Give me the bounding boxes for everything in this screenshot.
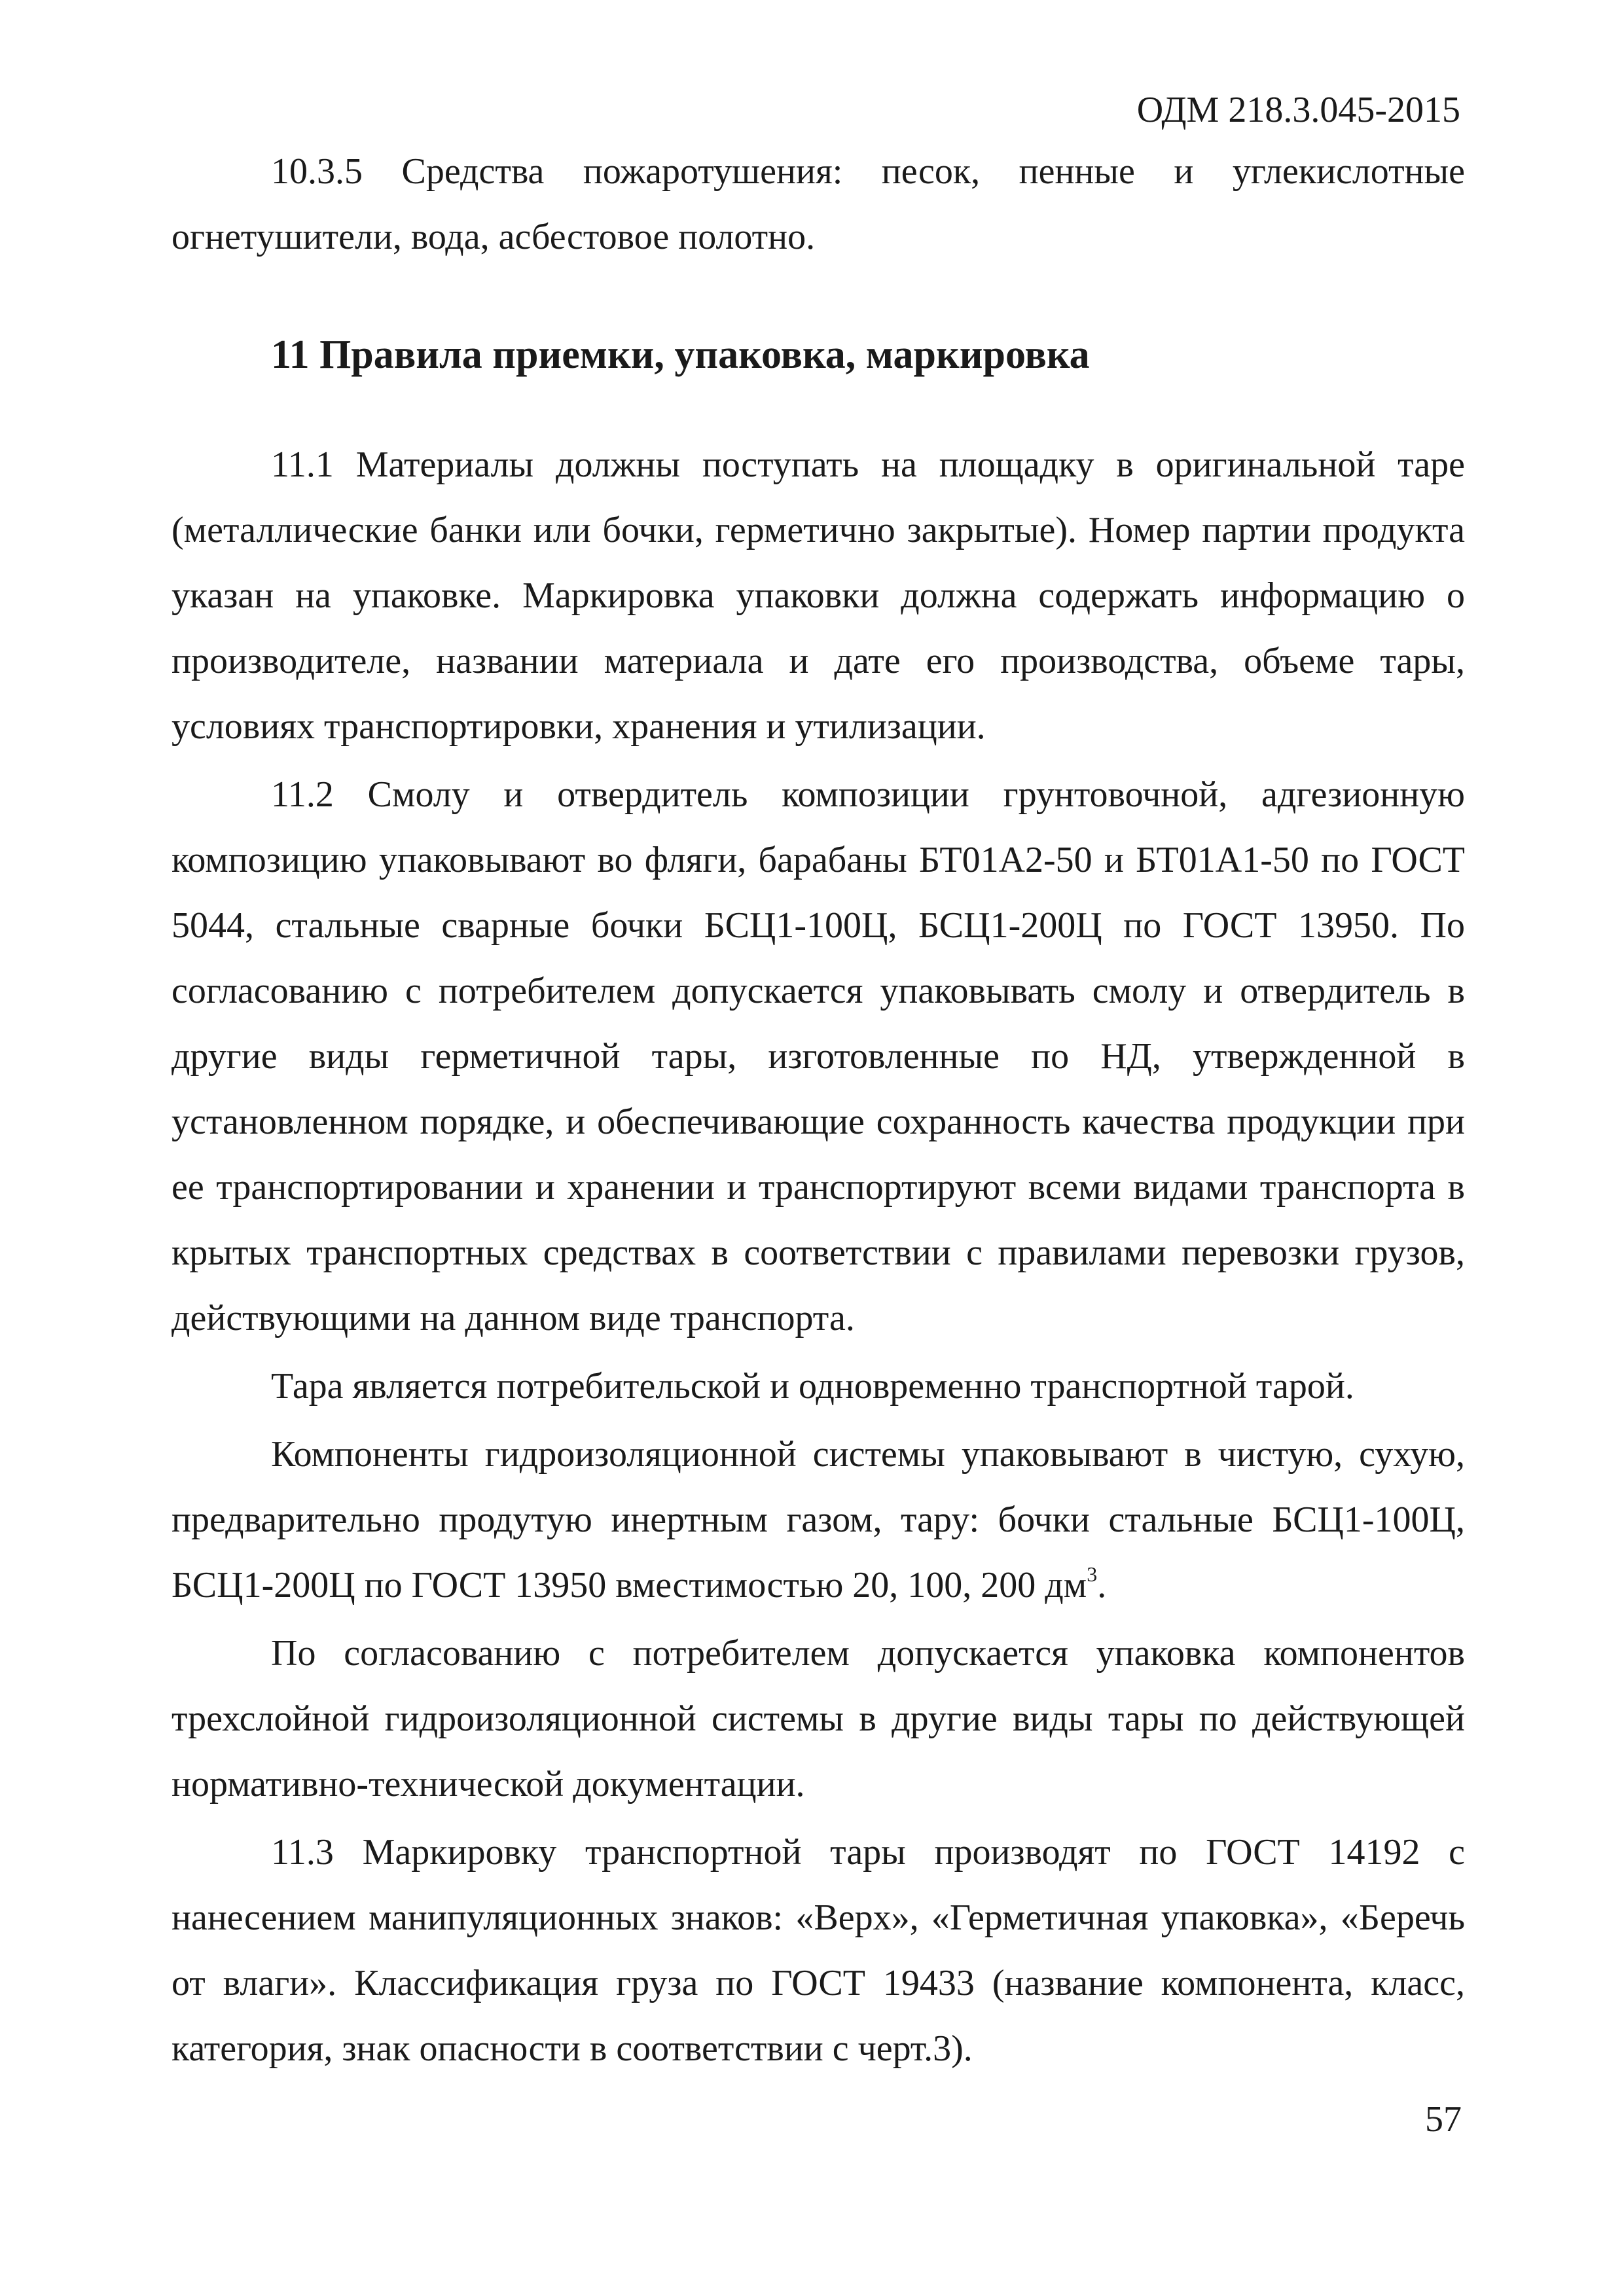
paragraph-11-2: 11.2 Смолу и отвердитель композиции грунтовочной, адгезионную композицию упаковывают во фляги, барабаны БТ01А2-50 и БТ01А1-50 по ГОСТ 5044, стальные сварные бочки БСЦ1-100Ц, БСЦ1-200Ц по ГОСТ 13950. По согласованию с потребителем допускается упаковывать смолу и отвердитель в другие виды герметичной тары, изготовленные по НД, утвержденной в установленном порядке, и обеспечивающие сохранность качества продукции при ее транспортировании и хранении и транспортируют всеми видами транспорта в крытых транспортных средствах в соответствии с правилами перевозки грузов, действующими на данном виде транспорта. xyxy=(171,774,1465,1338)
page-number: 57 xyxy=(1425,2099,1462,2140)
document-body xyxy=(171,139,1465,2081)
superscript-cubic: 3 xyxy=(1087,1562,1098,1586)
paragraph-10-3-5: 10.3.5 Средства пожаротушения: песок, пенные и углекислотные огнетушители, вода, асбестовое полотно. xyxy=(171,151,1465,257)
paragraph-components-end: . xyxy=(1097,1565,1107,1605)
document-code: ОДМ 218.3.045-2015 xyxy=(1136,90,1460,130)
paragraph-11-3: 11.3 Маркировку транспортной тары производят по ГОСТ 14192 с нанесением манипуляционных знаков: «Верх», «Герметичная упаковка», «Беречь от влаги». Классификация груза по ГОСТ 19433 (название компонента, класс, категория, знак опасности в соответствии с черт.3). xyxy=(171,1832,1465,2069)
paragraph-components-text: Компоненты гидроизоляционной системы упаковывают в чистую, сухую, предварительно продутую инертным газом, тару: бочки стальные БСЦ1-100Ц, БСЦ1-200Ц по ГОСТ 13950 вместимостью 20, 100, 200 дм xyxy=(171,1434,1465,1605)
paragraph-tara: Тара является потребительской и одновременно транспортной тарой. xyxy=(271,1366,1354,1407)
paragraph-components xyxy=(171,1422,1465,1618)
section-heading-11: 11 Правила приемки, упаковка, маркировка xyxy=(271,332,1090,377)
paragraph-agreement: По согласованию с потребителем допускается упаковка компонентов трехслойной гидроизоляционной системы в другие виды тары по действующей нормативно-технической документации. xyxy=(171,1633,1465,1804)
paragraph-11-1: 11.1 Материалы должны поступать на площадку в оригинальной таре (металлические банки или бочки, герметично закрытые). Номер партии продукта указан на упаковке. Маркировка упаковки должна содержать информацию о производителе, названии материала и дате его производства, объеме тары, условиях транспортировки, хранения и утилизации. xyxy=(171,444,1465,747)
